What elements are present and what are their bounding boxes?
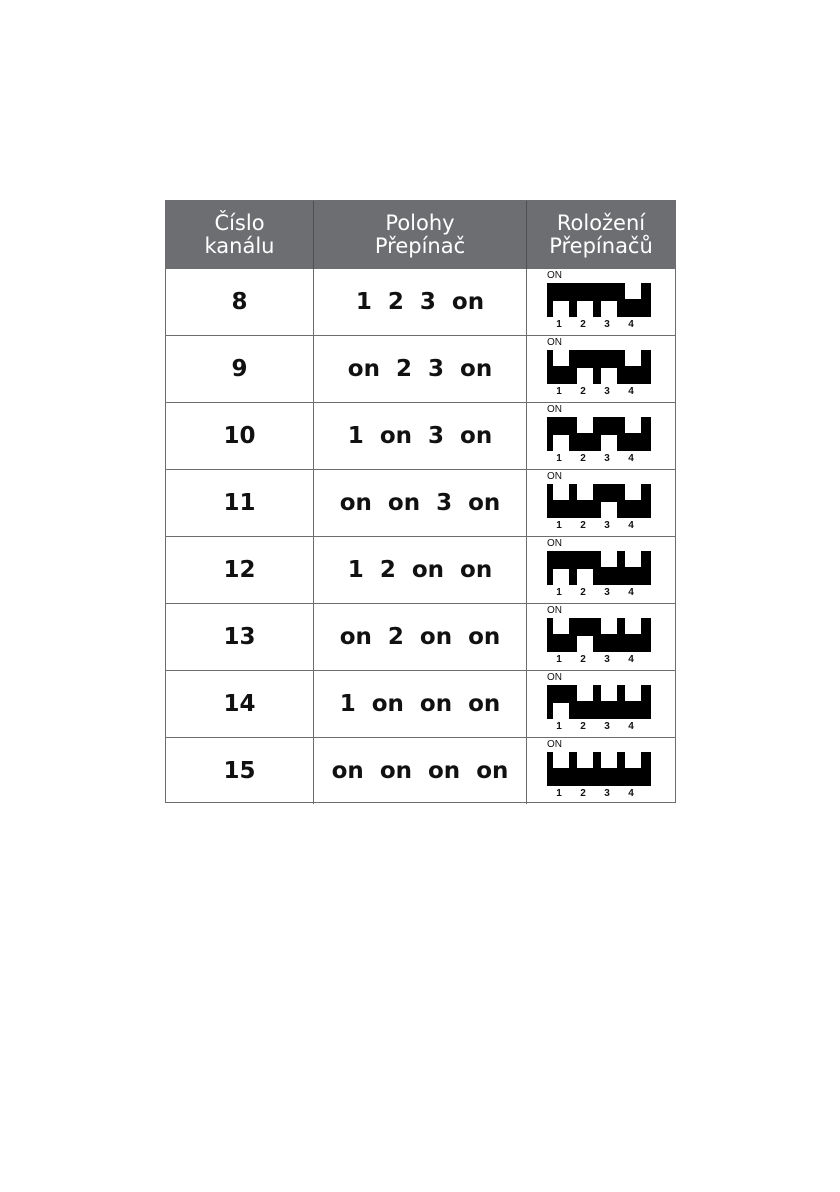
header-switch-positions	[314, 201, 527, 269]
table-body	[166, 269, 675, 804]
table-row	[166, 269, 675, 336]
table-row	[166, 336, 675, 403]
dip-switch-body	[547, 283, 651, 317]
dip-switch-number: 1	[556, 319, 562, 330]
dip-on-label: ON	[547, 471, 562, 482]
dip-switch-body	[547, 752, 651, 786]
dip-switch-3-down	[601, 435, 617, 451]
channel-number: 9	[166, 336, 314, 402]
dip-switch-cell	[527, 671, 675, 737]
dip-switch-numbers	[545, 654, 655, 668]
dip-switch-diagram	[545, 403, 655, 469]
dip-switch-4-up	[625, 417, 641, 433]
switch-positions: 1 on 3 on	[314, 403, 527, 469]
channel-number: 13	[166, 604, 314, 670]
dip-switch-number: 2	[580, 654, 586, 665]
dip-switch-number: 3	[604, 654, 610, 665]
dip-switch-2-up	[577, 752, 593, 768]
channel-number: 14	[166, 671, 314, 737]
header-layout-line1: Roložení	[556, 211, 646, 235]
dip-switch-3-down	[601, 301, 617, 317]
switch-positions: on 2 on on	[314, 604, 527, 670]
switch-positions: 1 2 3 on	[314, 269, 527, 335]
dip-switch-diagram	[545, 470, 655, 536]
dip-switch-cell	[527, 738, 675, 804]
switch-positions: 1 2 on on	[314, 537, 527, 603]
dip-switch-diagram	[545, 269, 655, 335]
switch-positions: on 2 3 on	[314, 336, 527, 402]
dip-on-label: ON	[547, 739, 562, 750]
dip-switch-3-up	[601, 685, 617, 701]
dip-switch-numbers	[545, 319, 655, 333]
dip-on-label: ON	[547, 605, 562, 616]
dip-switch-numbers	[545, 721, 655, 735]
channel-number: 10	[166, 403, 314, 469]
table-row	[166, 604, 675, 671]
dip-switch-diagram	[545, 604, 655, 670]
dip-switch-number: 2	[580, 788, 586, 799]
dip-switch-2-up	[577, 484, 593, 500]
dip-switch-body	[547, 484, 651, 518]
switch-positions: on on 3 on	[314, 470, 527, 536]
dip-switch-number: 1	[556, 386, 562, 397]
header-positions-line2: Přepínač	[374, 234, 466, 258]
table-header	[166, 201, 675, 269]
dip-switch-number: 4	[628, 386, 634, 397]
dip-switch-cell	[527, 470, 675, 536]
dip-switch-number: 3	[604, 788, 610, 799]
header-channel-line2: kanálu	[204, 234, 275, 258]
dip-on-label: ON	[547, 270, 562, 281]
dip-switch-3-down	[601, 368, 617, 384]
dip-switch-body	[547, 417, 651, 451]
dip-switch-number: 1	[556, 721, 562, 732]
dip-switch-number: 3	[604, 520, 610, 531]
dip-on-label: ON	[547, 404, 562, 415]
dip-switch-number: 1	[556, 587, 562, 598]
dip-switch-number: 2	[580, 386, 586, 397]
dip-switch-number: 3	[604, 319, 610, 330]
switch-positions: on on on on	[314, 738, 527, 804]
dip-switch-3-up	[601, 752, 617, 768]
dip-switch-cell	[527, 269, 675, 335]
dip-on-label: ON	[547, 538, 562, 549]
dip-switch-1-down	[553, 435, 569, 451]
dip-switch-1-down	[553, 569, 569, 585]
switch-positions: 1 on on on	[314, 671, 527, 737]
dip-switch-cell	[527, 403, 675, 469]
dip-switch-1-up	[553, 350, 569, 366]
dip-switch-2-down	[577, 636, 593, 652]
dip-switch-number: 1	[556, 520, 562, 531]
dip-switch-cell	[527, 537, 675, 603]
dip-switch-number: 4	[628, 587, 634, 598]
header-channel-line1: Číslo	[214, 211, 265, 235]
channel-number: 15	[166, 738, 314, 804]
channel-number: 11	[166, 470, 314, 536]
table-row	[166, 403, 675, 470]
channel-number: 8	[166, 269, 314, 335]
dip-switch-diagram	[545, 671, 655, 737]
dip-switch-4-up	[625, 685, 641, 701]
dip-switch-numbers	[545, 788, 655, 802]
dip-switch-2-up	[577, 417, 593, 433]
dip-switch-4-up	[625, 283, 641, 299]
dip-switch-number: 4	[628, 788, 634, 799]
dip-switch-4-up	[625, 752, 641, 768]
dip-switch-number: 3	[604, 721, 610, 732]
dip-switch-numbers	[545, 453, 655, 467]
dip-switch-3-up	[601, 618, 617, 634]
dip-switch-cell	[527, 336, 675, 402]
dip-switch-2-up	[577, 685, 593, 701]
dip-switch-diagram	[545, 537, 655, 603]
channel-table	[165, 200, 676, 803]
dip-switch-body	[547, 551, 651, 585]
dip-switch-2-down	[577, 301, 593, 317]
dip-switch-number: 4	[628, 721, 634, 732]
dip-switch-number: 4	[628, 654, 634, 665]
table-row	[166, 470, 675, 537]
table-row	[166, 671, 675, 738]
dip-switch-1-up	[553, 752, 569, 768]
table-row	[166, 537, 675, 604]
dip-switch-2-down	[577, 368, 593, 384]
dip-switch-numbers	[545, 520, 655, 534]
dip-switch-4-up	[625, 618, 641, 634]
table-row	[166, 738, 675, 804]
dip-switch-4-up	[625, 551, 641, 567]
dip-switch-3-down	[601, 502, 617, 518]
dip-switch-body	[547, 685, 651, 719]
dip-switch-body	[547, 618, 651, 652]
dip-switch-number: 4	[628, 319, 634, 330]
dip-switch-body	[547, 350, 651, 384]
dip-switch-1-down	[553, 301, 569, 317]
dip-switch-number: 3	[604, 587, 610, 598]
dip-switch-number: 2	[580, 721, 586, 732]
dip-switch-number: 2	[580, 520, 586, 531]
dip-on-label: ON	[547, 672, 562, 683]
dip-switch-number: 3	[604, 453, 610, 464]
dip-switch-2-down	[577, 569, 593, 585]
dip-switch-cell	[527, 604, 675, 670]
dip-switch-number: 1	[556, 788, 562, 799]
dip-switch-4-up	[625, 350, 641, 366]
dip-switch-number: 2	[580, 587, 586, 598]
dip-switch-number: 2	[580, 453, 586, 464]
dip-switch-number: 2	[580, 319, 586, 330]
dip-switch-4-up	[625, 484, 641, 500]
dip-switch-diagram	[545, 336, 655, 402]
dip-on-label: ON	[547, 337, 562, 348]
header-positions-line1: Polohy	[385, 211, 455, 235]
dip-switch-numbers	[545, 587, 655, 601]
dip-switch-number: 3	[604, 386, 610, 397]
dip-switch-number: 4	[628, 453, 634, 464]
header-layout-line2: Přepínačů	[549, 234, 653, 258]
dip-switch-numbers	[545, 386, 655, 400]
dip-switch-number: 1	[556, 654, 562, 665]
dip-switch-1-up	[553, 618, 569, 634]
dip-switch-diagram	[545, 738, 655, 804]
dip-switch-1-down	[553, 703, 569, 719]
dip-switch-number: 1	[556, 453, 562, 464]
dip-switch-3-up	[601, 551, 617, 567]
dip-switch-1-up	[553, 484, 569, 500]
channel-number: 12	[166, 537, 314, 603]
dip-switch-number: 4	[628, 520, 634, 531]
header-channel-number	[166, 201, 314, 269]
header-switch-layout	[527, 201, 675, 269]
